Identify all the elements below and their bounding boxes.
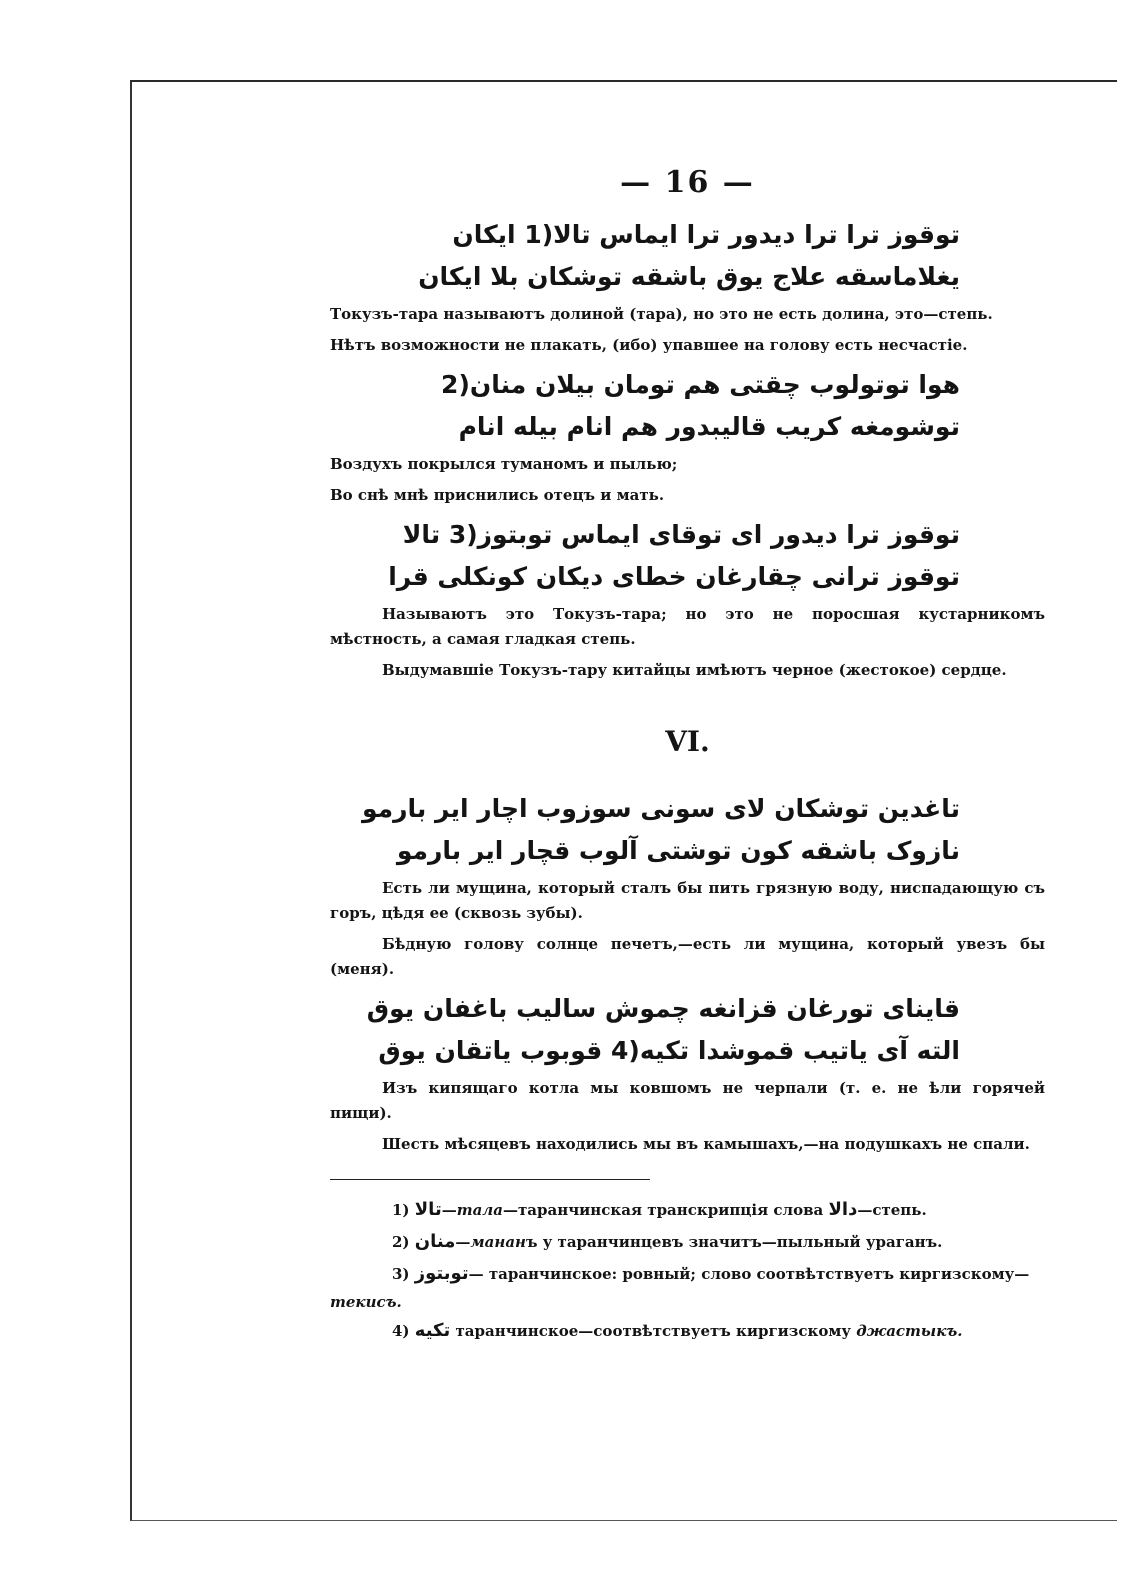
footnote-2: 2) منان—мананъ у таранчинцевъ значитъ—пыльный ураганъ.	[392, 1231, 943, 1252]
verse-block	[330, 788, 1045, 982]
footnote-tail: —степь.	[857, 1201, 927, 1219]
verse-line: توقوز ترانی چقارغان خطای دیکان کونکلی قرا	[388, 562, 960, 591]
footnote-text: — таранчинское: ровный; слово соотвѣтствуетъ киргизскому—	[468, 1265, 1030, 1283]
translation-line: Токузъ-тара называютъ долиной (тара), но это не есть долина, это—степь.	[330, 305, 993, 323]
translation-line: Во снѣ мнѣ приснились отецъ и мать.	[330, 486, 665, 504]
verse-line: هوا توتولوب چقتی هم تومان بیلان منان(2	[441, 370, 960, 399]
footnote-arabic-term: منان	[414, 1231, 456, 1252]
translation-line: Бѣдную голову солнце печетъ,—есть ли мущина, который увезъ бы (меня).	[330, 935, 1045, 978]
verse-line: توقوز ترا ترا دیدور ترا ایماس تالا(1 ایکان	[452, 220, 960, 249]
footnote-number: 4)	[392, 1322, 410, 1340]
footnote-transliteration: манан	[470, 1233, 526, 1251]
footnote-arabic-term: تکیه	[414, 1320, 451, 1341]
footnote-arabic-term-2: دالا	[828, 1199, 858, 1220]
footnote-text: таранчинское—соотвѣтствуетъ киргизскому	[450, 1322, 857, 1340]
translation-line: Есть ли мущина, который сталъ бы пить грязную воду, ниспадающую съ горъ, цѣдя ее (сквозь зубы).	[330, 879, 1045, 922]
verse-line: توشومغه کریب قالیبدور هم انام بیله انام	[458, 412, 960, 441]
translation-line: Воздухъ покрылся туманомъ и пылью;	[330, 455, 678, 473]
footnote-1: 1) تالا—тала—таранчинская транскрипція слова دالا—степь.	[392, 1199, 927, 1220]
verse-block	[330, 988, 1045, 1157]
verse-block	[330, 214, 1045, 358]
translation-line: Шесть мѣсяцевъ находились мы въ камышахъ,—на подушкахъ не спали.	[382, 1135, 1030, 1153]
footnote-number: 3)	[392, 1265, 410, 1283]
translation-line: Изъ кипящаго котла мы ковшомъ не черпали (т. е. не ѣли горячей пищи).	[330, 1079, 1045, 1122]
verse-line: تاغدین توشکان لای سونی سوزوب اچار ایر بارمو	[362, 794, 960, 823]
verse-block	[330, 364, 1045, 508]
page-content	[330, 165, 1045, 1347]
verse-line: قاینای تورغان قزانغه چموش سالیب باغفان یوق	[366, 994, 960, 1023]
translation-line: Выдумавшіе Токузъ-тару китайцы имѣютъ черное (жестокое) сердце.	[382, 661, 1007, 679]
footnote-text: ъ у таранчинцевъ значитъ—пыльный ураганъ.	[525, 1233, 943, 1251]
footnote-4	[330, 1315, 1045, 1347]
verse-block	[330, 514, 1045, 683]
footnote-transliteration: тала	[456, 1201, 503, 1219]
page-number: — 16 —	[620, 165, 755, 200]
footnote-arabic-term: توبتوز	[414, 1263, 469, 1284]
verse-line: توقوز ترا دیدور ای توقای ایماس توبتوز(3 تالا	[402, 520, 960, 549]
section-numeral: VI.	[665, 725, 710, 758]
footnote-number: 2)	[392, 1233, 410, 1251]
footnote-tail: джастыкъ.	[856, 1322, 963, 1340]
footnote-3	[330, 1258, 1045, 1290]
translation-line: Называютъ это Токузъ-тара; но это не поросшая кустарникомъ мѣстность, а самая гладкая степь.	[330, 605, 1045, 648]
verse-line: نازوک باشقه کون توشتی آلوب قچار ایر بارمو	[396, 836, 960, 865]
footnote-arabic-term: تالا	[414, 1199, 442, 1220]
translation-line: Нѣтъ возможности не плакать, (ибо) упавшее на голову есть несчастіе.	[330, 336, 968, 354]
footnote-number: 1)	[392, 1201, 410, 1219]
footnote-3-continuation: текисъ.	[330, 1293, 402, 1311]
footnote-divider	[330, 1179, 650, 1180]
verse-line: التە آی یاتیب قموشدا تکیه(4 قوبوب یاتقان یوق	[378, 1036, 960, 1065]
verse-line: یغلاماسقه علاج یوق باشقه توشکان بلا ایکان	[418, 262, 960, 291]
footnote-text: —таранчинская транскрипція слова	[503, 1201, 824, 1219]
